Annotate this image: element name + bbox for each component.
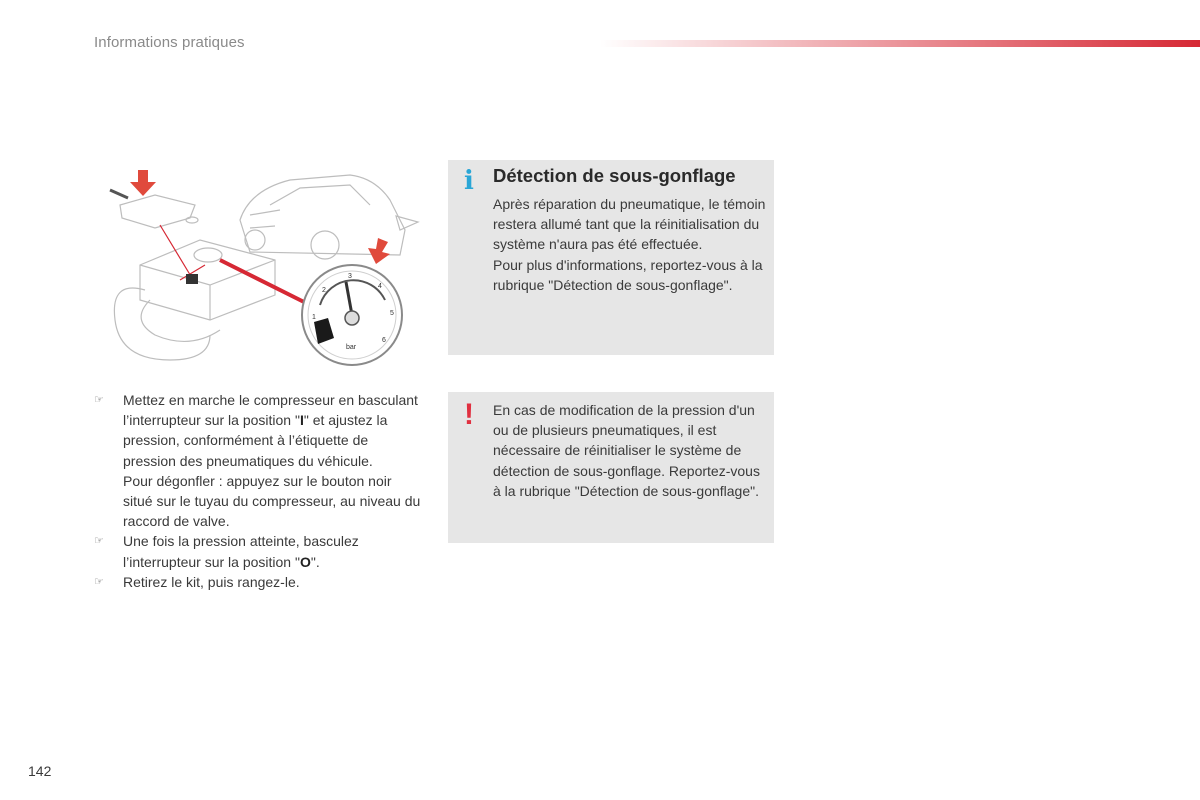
step-1-text-b: " et ajustez la pression, conformément à l’étiquette de pression des pneumatiques du véhicule. [123,412,388,469]
info-box-paragraph-1: Après réparation du pneumatique, le témoin restera allumé tant que la réinitialisation du système n'aura pas été effectuée. [493,196,766,253]
step-2-text-b: ". [310,553,320,570]
switch-position-i: I [299,412,304,429]
info-box-title: Détection de sous-gonflage [493,165,736,186]
warning-icon: ! [464,398,474,431]
step-2 [94,531,424,571]
warning-box [448,392,774,543]
gauge-unit-label: bar [346,344,357,351]
gauge-tick-5: 5 [390,310,394,317]
step-1-deflate-note: Pour dégonfler : appuyez sur le bouton noir situé sur le tuyau du compresseur, au niveau du raccord de valve. [123,472,421,530]
compressor-illustration [100,160,425,370]
gauge-tick-4: 4 [378,283,382,290]
gauge-tick-3: 3 [348,273,352,280]
pointing-hand-icon: ☞ [94,394,104,406]
gauge-tick-1: 1 [312,314,316,321]
info-box [448,160,774,355]
pointing-hand-icon: ☞ [94,575,104,588]
step-3-text: Retirez le kit, puis rangez-le. [123,573,300,590]
step-1 [94,390,424,531]
header-title: Informations pratiques [94,34,245,51]
header-accent-bar [600,40,1200,47]
info-box-text [493,194,768,295]
warning-box-text: En cas de modification de la pression d'un ou de plusieurs pneumatiques, il est nécessaire de réinitialiser le système de détection de sous-gonflage. Reportez-vous à la rubrique "Détection de sous-gonflage". [493,402,760,499]
pointing-hand-icon: ☞ [94,535,104,548]
step-3 [94,572,424,592]
instruction-steps [94,390,424,592]
info-box-paragraph-2: Pour plus d'informations, reportez-vous à la rubrique "Détection de sous-gonflage". [493,256,763,293]
info-icon: i [464,166,474,196]
gauge-tick-2: 2 [322,287,326,294]
switch-position-o: O [299,553,311,570]
step-1-text-a: Mettez en marche le compresseur en basculant l’interrupteur sur la position " [123,392,418,429]
page-number: 142 [28,763,52,779]
gauge-tick-6: 6 [382,337,386,344]
step-2-text-a: Une fois la pression atteinte, basculez l’interrupteur sur la position " [123,533,359,570]
